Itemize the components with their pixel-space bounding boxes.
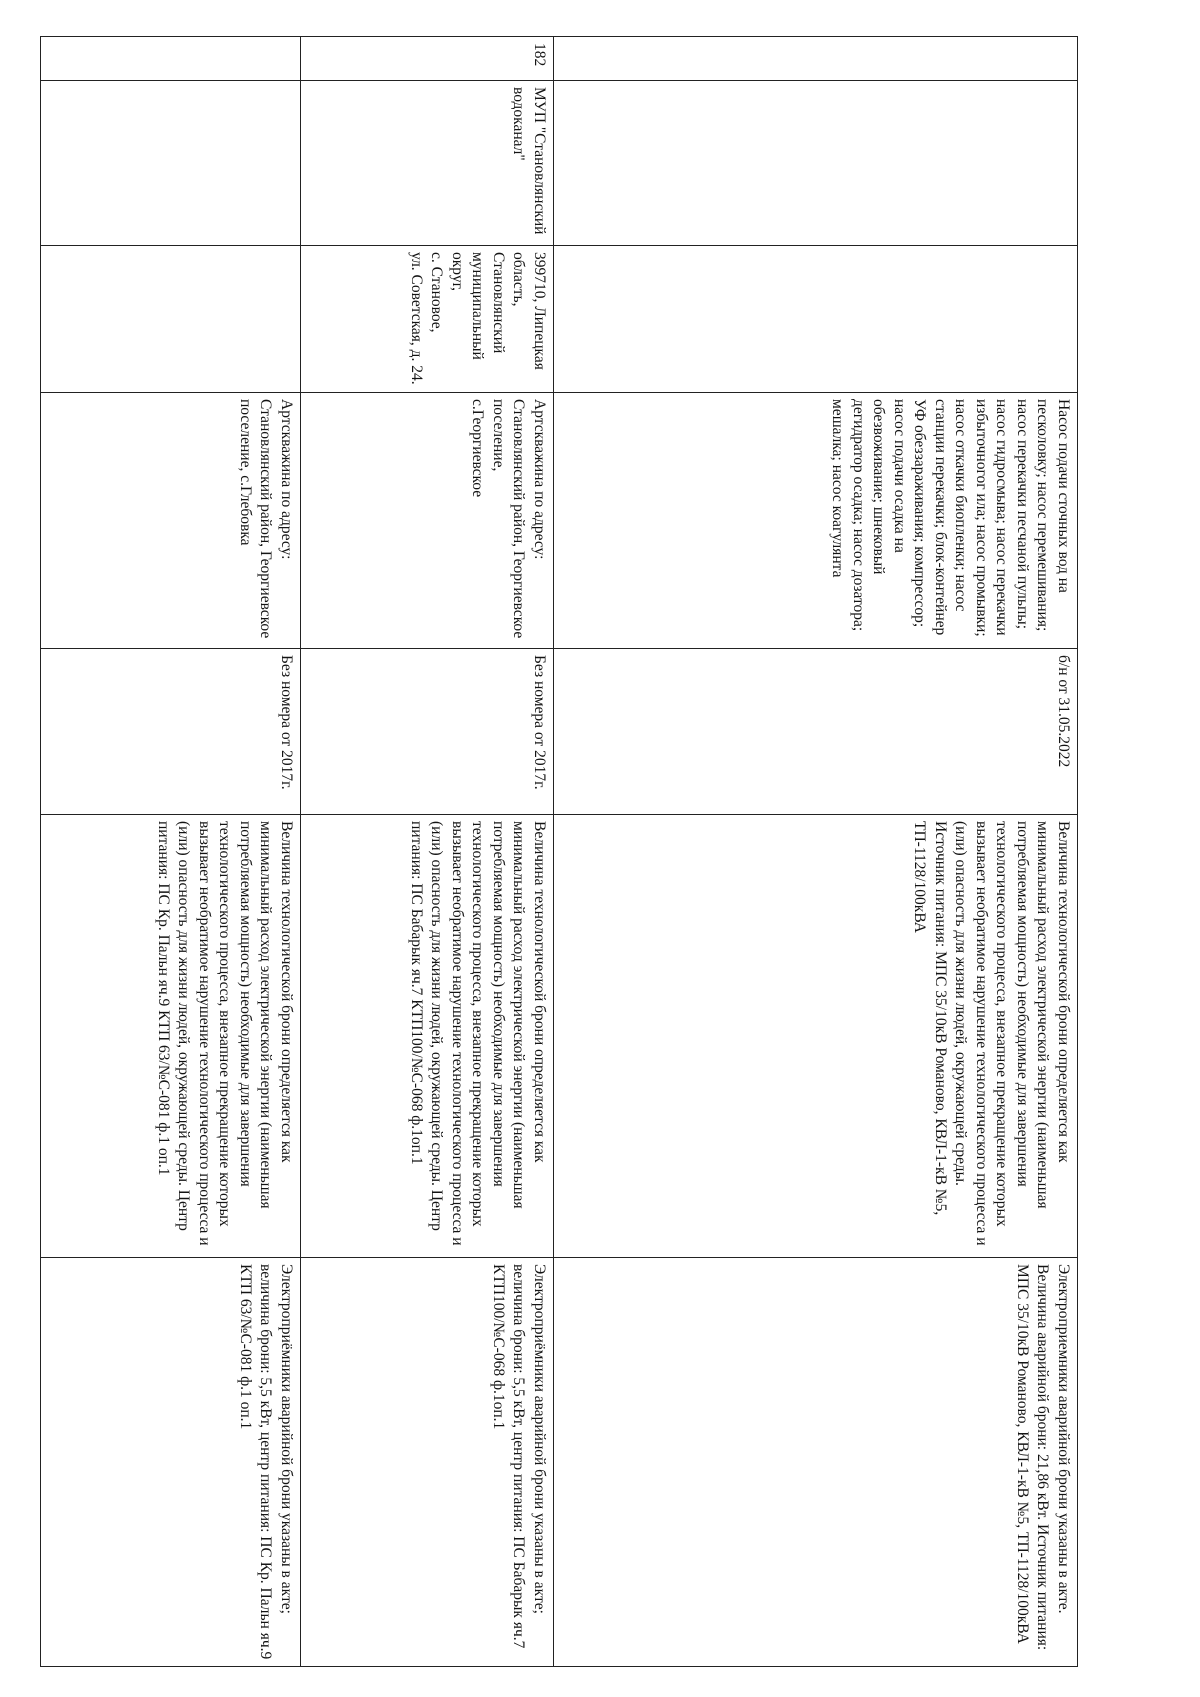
act-cell: б/н от 31.05.2022 bbox=[554, 649, 1078, 815]
row-number-cell bbox=[41, 37, 301, 81]
organization-cell bbox=[554, 81, 1078, 246]
technological-reserve-cell: Величина технологической брони определяется как минимальный расход электрической энергии (наименьшая потребляемая мощность) необходимые для завершения технологического процесса, внезапное прекращение которых вызывает необратимое нарушение технологического процесса и (или) опасность для жизни людей, окружающей среды. Центр питания: ПС Бабарык яч.7 КТП100/№С-068 ф.1оп.1 bbox=[301, 815, 554, 1258]
row-number-cell bbox=[554, 37, 1078, 81]
reservation-table bbox=[40, 36, 1078, 1667]
table-row bbox=[554, 37, 1078, 1667]
emergency-reserve-cell: Электроприемники аварийной брони указаны в акте. Величина аварийной брони: 21,86 кВт. Источник питания: МПС 35/10кВ Романово, КВЛ-1-кВ №5, ТП-1128/100кВА bbox=[554, 1258, 1078, 1667]
address-cell: 399710, Липецкая область, Становлянский муниципальный округ, с. Становое, ул. Советская, д. 24. bbox=[301, 246, 554, 393]
table-row bbox=[41, 37, 301, 1667]
act-cell: Без номера от 2017г. bbox=[301, 649, 554, 815]
organization-cell: МУП "Становлянский водоканал" bbox=[301, 81, 554, 246]
row-number-cell: 182 bbox=[301, 37, 554, 81]
technological-reserve-cell: Величина технологической брони определяется как минимальный расход электрической энергии (наименьшая потребляемая мощность) необходимые для завершения технологического процесса, внезапное прекращение которых вызывает необратимое нарушение технологического процесса и (или) опасность для жизни людей, окружающей среды. Центр питания: ПС Кр. Пальн яч.9 КТП 63/№С-081 ф.1 оп.1 bbox=[41, 815, 301, 1258]
organization-cell bbox=[41, 81, 301, 246]
technological-reserve-cell: Величина технологической брони определяется как минимальный расход электрической энергии (наименьшая потребляемая мощность) необходимые для завершения технологического процесса, внезапное прекращение которых вызывает необратимое нарушение технологического процесса и (или) опасность для жизни людей, окружающей среды. Источник питания: МПС 35/10кВ Романово, КВЛ-1-кВ №5, ТП-1128/100кВА bbox=[554, 815, 1078, 1258]
address-cell bbox=[41, 246, 301, 393]
objects-cell: Артскважина по адресу: Становлянский район, Георгиевское поселение, с.Георгиевское bbox=[301, 393, 554, 649]
address-cell bbox=[554, 246, 1078, 393]
rotated-table-page bbox=[41, 36, 1078, 1666]
emergency-reserve-cell: Электроприёмники аварийной брони указаны в акте; величина брони: 5,5 кВт, центр питания: ПС Кр. Пальн яч.9 КТП 63/№С-081 ф.1 оп.1 bbox=[41, 1258, 301, 1667]
objects-cell: Насос подачи сточных вод на песколовку; насос перемешивания; насос перекачки песчаной пульпы; насос гидросмыва; насос перекачки избыточногог ила; насос промывки; насос откачки биопленки; насос станции перекачки; блок-контейнер УФ обеззараживания; компрессор; насос подачи осадка на обезвоживание; шнековый дегидратор осадка; насос дозатора; мешалка; насос коагулянта bbox=[554, 393, 1078, 649]
objects-cell: Артскважина по адресу: Становлянский район, Георгиевское поселение, с.Глебовка bbox=[41, 393, 301, 649]
table-row bbox=[301, 37, 554, 1667]
act-cell: Без номера от 2017г. bbox=[41, 649, 301, 815]
emergency-reserve-cell: Электроприёмники аварийной брони указаны в акте; величина брони: 5,5 кВт, центр питания: ПС Бабарык яч.7 КТП100/№С-068 ф.1оп.1 bbox=[301, 1258, 554, 1667]
